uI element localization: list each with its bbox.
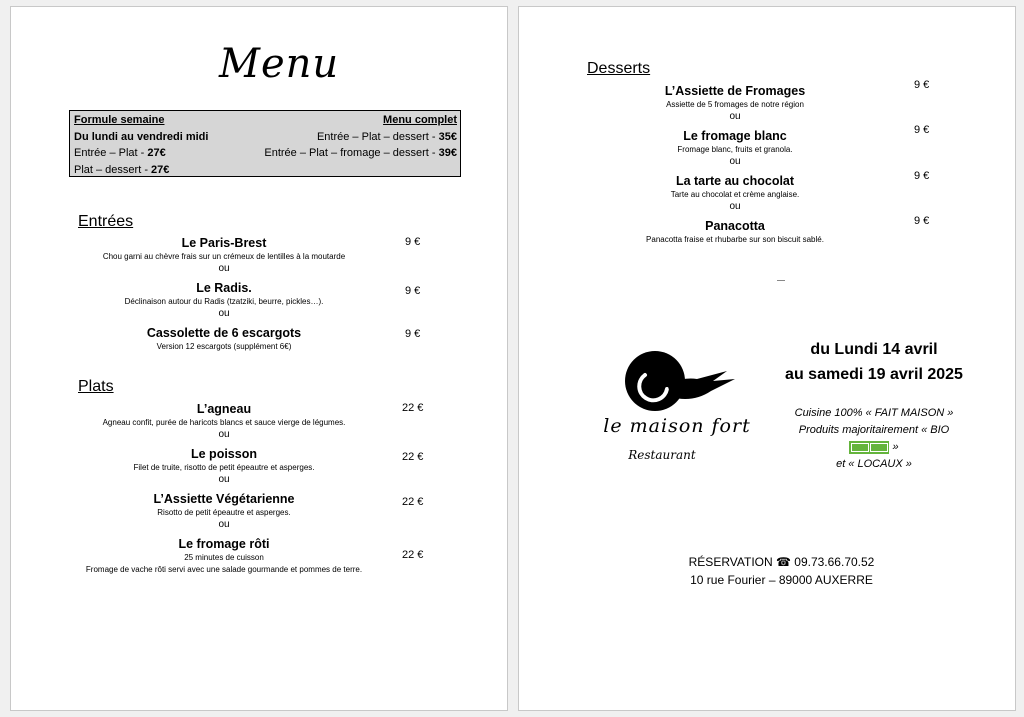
separator-ou: ou <box>218 429 230 440</box>
dish-name: Le Radis. <box>196 281 252 295</box>
formule-option-text: Plat – dessert - <box>74 163 152 176</box>
menu-complet-title: Menu complet <box>383 114 457 126</box>
menu-complet-option-2 <box>264 145 457 162</box>
separator-ou: ou <box>218 474 230 485</box>
dish-price: 22 € <box>402 549 424 561</box>
dish-description: Chou garni au chèvre frais sur un crémeux de lentilles à la moutarde <box>102 252 346 261</box>
formule-semaine-title: Formule semaine <box>74 114 165 126</box>
separator-ou: ou <box>218 308 230 319</box>
dish-description: Fromage blanc, fruits et granola. <box>677 145 793 154</box>
dessert-assiette-fromages <box>585 83 885 123</box>
dish-price: 9 € <box>914 79 930 91</box>
dish-poisson <box>74 446 374 486</box>
dish-name: Cassolette de 6 escargots <box>146 326 302 340</box>
date-line-1: du Lundi 14 avril <box>810 341 938 358</box>
claim-bio-close: » <box>892 441 899 453</box>
dish-price: 9 € <box>405 236 421 248</box>
formule-option-price: 27€ <box>151 163 170 176</box>
dish-description: Agneau confit, purée de haricots blancs et sauce vierge de légumes. <box>102 418 346 427</box>
reservation-address: 10 rue Fourier – 89000 AUXERRE <box>690 573 873 587</box>
reservation-info <box>649 553 914 589</box>
menu-option-price: 39€ <box>438 147 457 159</box>
date-line-2: au samedi 19 avril 2025 <box>785 366 963 383</box>
logo-subtitle: Restaurant <box>628 448 696 462</box>
formule-semaine <box>74 112 208 178</box>
menu-complet <box>264 112 457 162</box>
bio-label-icon <box>849 441 889 454</box>
formule-option-2 <box>74 162 208 179</box>
dish-name: L’Assiette Végétarienne <box>153 492 295 506</box>
menu-title: Menu <box>219 41 340 87</box>
date-range <box>769 337 979 387</box>
menu-page-right <box>518 6 1016 711</box>
separator-ou: ou <box>218 263 230 274</box>
dish-fromage-roti <box>74 536 374 576</box>
reservation-phone: RÉSERVATION ☎ 09.73.66.70.52 <box>688 555 875 569</box>
dish-description: Risotto de petit épeautre et asperges. <box>157 508 291 517</box>
dish-price: 9 € <box>914 124 930 136</box>
dish-radis <box>74 280 374 320</box>
dish-name: Le fromage blanc <box>683 129 787 143</box>
formule-box <box>69 110 461 177</box>
dish-escargots <box>74 325 374 353</box>
dish-description: Tarte au chocolat et crème anglaise. <box>670 190 800 199</box>
dish-name: Le Paris-Brest <box>181 236 267 250</box>
dish-price: 9 € <box>914 215 930 227</box>
dish-vegetarienne <box>74 491 374 531</box>
dish-description: Filet de truite, risotto de petit épeautre et asperges. <box>133 463 315 472</box>
formule-option-1 <box>74 145 208 162</box>
dish-price: 9 € <box>914 170 930 182</box>
divider-mark <box>777 280 785 281</box>
dish-price: 22 € <box>402 402 424 414</box>
dish-description: 25 minutes de cuisson <box>184 553 264 562</box>
dish-price: 9 € <box>405 285 421 297</box>
separator-ou: ou <box>729 111 741 122</box>
section-heading-desserts: Desserts <box>587 60 651 77</box>
logo-wordmark: le maison fort <box>603 415 751 437</box>
dish-name: L’Assiette de Fromages <box>664 84 806 98</box>
menu-option-text: Entrée – Plat – dessert - <box>316 130 439 143</box>
dish-name: Panacotta <box>705 219 765 233</box>
dessert-tarte-chocolat <box>585 173 885 213</box>
dish-price: 9 € <box>405 328 421 340</box>
dish-name: Le poisson <box>191 447 257 461</box>
dish-agneau <box>74 401 374 441</box>
formule-days: Du lundi au vendredi midi <box>74 130 209 143</box>
dish-description: Assiette de 5 fromages de notre région <box>666 100 804 109</box>
separator-ou: ou <box>729 156 741 167</box>
claim-bio: Produits majoritairement « BIO <box>798 424 950 436</box>
separator-ou: ou <box>218 519 230 530</box>
formule-option-text: Entrée – Plat - <box>74 147 148 159</box>
menu-complet-option-1 <box>264 129 457 146</box>
dish-price: 22 € <box>402 451 424 463</box>
claim-fait-maison: Cuisine 100% « FAIT MAISON » <box>794 407 954 419</box>
restaurant-logo <box>597 343 757 483</box>
dish-description: Panacotta fraise et rhubarbe sur son biscuit sablé. <box>646 235 824 244</box>
claim-locaux: et « LOCAUX » <box>836 458 912 470</box>
menu-page-left <box>10 6 508 711</box>
dish-name: La tarte au chocolat <box>675 174 795 188</box>
dish-price: 22 € <box>402 496 424 508</box>
dessert-panacotta <box>585 218 885 246</box>
dish-description: Déclinaison autour du Radis (tzatziki, beurre, pickles…). <box>124 297 324 306</box>
dish-paris-brest <box>74 235 374 275</box>
section-heading-plats: Plats <box>78 378 114 395</box>
claim-bio-badge-row <box>774 439 974 456</box>
dish-name: L’agneau <box>196 402 252 416</box>
quality-claims <box>774 405 974 473</box>
dish-description-2: Fromage de vache rôti servi avec une salade gourmande et pommes de terre. <box>85 565 363 574</box>
section-heading-entrees: Entrées <box>78 213 134 230</box>
dish-name: Le fromage rôti <box>178 537 270 551</box>
formule-option-price: 27€ <box>147 147 166 159</box>
menu-option-price: 35€ <box>438 130 457 143</box>
separator-ou: ou <box>729 201 741 212</box>
snail-logo-icon <box>597 343 757 483</box>
dessert-fromage-blanc <box>585 128 885 168</box>
dish-description: Version 12 escargots (supplément 6€) <box>156 342 292 351</box>
menu-option-text: Entrée – Plat – fromage – dessert - <box>264 147 439 159</box>
